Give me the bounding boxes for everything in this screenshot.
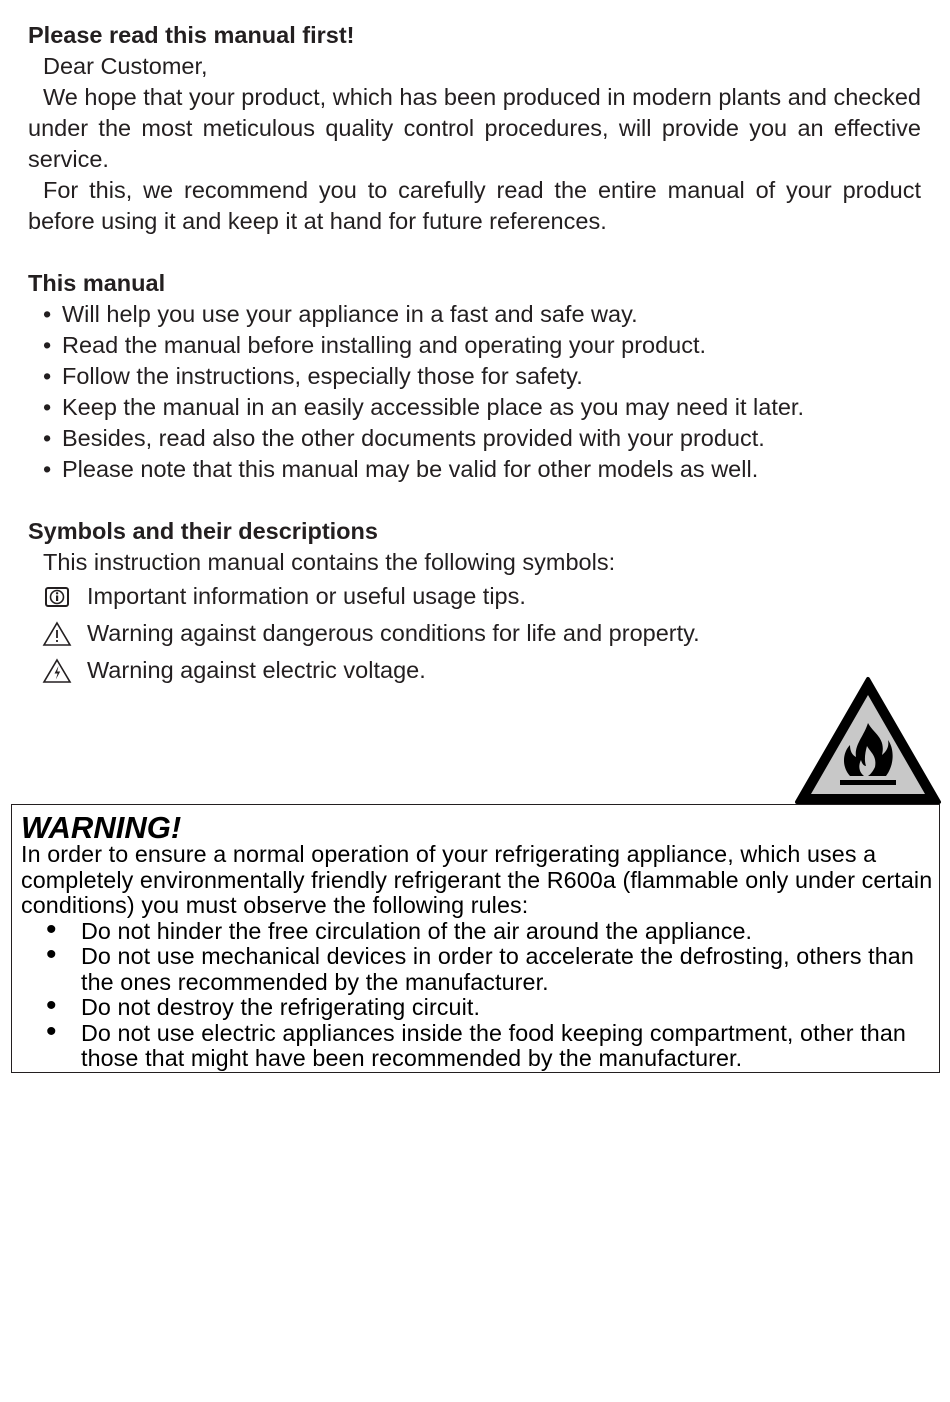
list-item-text: Follow the instructions, especially those for safety. [62, 363, 583, 389]
list-item [43, 392, 921, 423]
list-item-text: Please note that this manual may be valid for other models as well. [62, 456, 759, 482]
flammable-warning-icon [794, 676, 942, 806]
bullet-glyph: • [43, 425, 52, 451]
list-item [43, 454, 921, 485]
info-icon [42, 584, 72, 610]
greeting: Dear Customer, [43, 53, 208, 79]
intro-paragraph-1: We hope that your product, which has been produced in modern plants and checked under the most meticulous quality control procedures, will provide you an effective service. [28, 84, 921, 172]
symbols-intro: This instruction manual contains the following symbols: [43, 549, 616, 575]
list-item-text: Besides, read also the other documents provided with your product. [62, 425, 765, 451]
list-item: • Do not destroy the refrigerating circuit. [21, 995, 936, 1021]
warning-box [11, 804, 940, 1073]
list-item [43, 423, 921, 454]
symbol-label-electric: Warning against electric voltage. [87, 657, 426, 683]
symbol-label-info: Important information or useful usage tips. [87, 583, 526, 609]
list-item: • Do not use mechanical devices in order to accelerate the defrosting, others than the ones recommended by the manufacturer. [21, 944, 936, 995]
this-manual-heading: This manual [28, 270, 166, 296]
spacer [28, 237, 921, 268]
list-item: • Do not hinder the free circulation of the air around the appliance. [21, 919, 936, 945]
intro-section [28, 20, 921, 689]
list-item [43, 299, 921, 330]
warning-body [21, 842, 936, 1072]
symbols-heading: Symbols and their descriptions [28, 518, 378, 544]
list-item [43, 330, 921, 361]
bullet-glyph: • [43, 394, 52, 420]
list-item-text: Keep the manual in an easily accessible place as you may need it later. [62, 394, 804, 420]
warning-triangle-icon [42, 621, 72, 647]
manual-bullet-list [28, 299, 921, 485]
bullet-glyph: • [43, 456, 52, 482]
warning-intro-text: In order to ensure a normal operation of your refrigerating appliance, which uses a completely environmentally friendly refrigerant the R600a (flammable only under certain conditions) you must observe the following rules: [21, 841, 933, 918]
symbol-row-warning [28, 615, 921, 652]
symbol-row-info [28, 578, 921, 615]
bullet-glyph: • [43, 363, 52, 389]
bullet-glyph: • [43, 301, 52, 327]
list-item: • Do not use electric appliances inside the food keeping compartment, other than those that might have been recommended by the manufacturer. [21, 1021, 936, 1072]
read-manual-heading: Please read this manual first! [28, 22, 355, 48]
symbol-row-electric [28, 652, 921, 689]
electric-voltage-icon [42, 658, 72, 684]
spacer [28, 485, 921, 516]
intro-paragraph-2: For this, we recommend you to carefully read the entire manual of your product before using it and keep it at hand for future references. [28, 177, 921, 234]
list-item-text: Will help you use your appliance in a fast and safe way. [62, 301, 638, 327]
list-item [43, 361, 921, 392]
warning-rules-list [21, 919, 936, 1072]
bullet-glyph: • [43, 332, 52, 358]
symbol-label-warning: Warning against dangerous conditions for life and property. [87, 620, 700, 646]
warning-title: WARNING! [21, 810, 182, 845]
list-item-text: Read the manual before installing and operating your product. [62, 332, 707, 358]
